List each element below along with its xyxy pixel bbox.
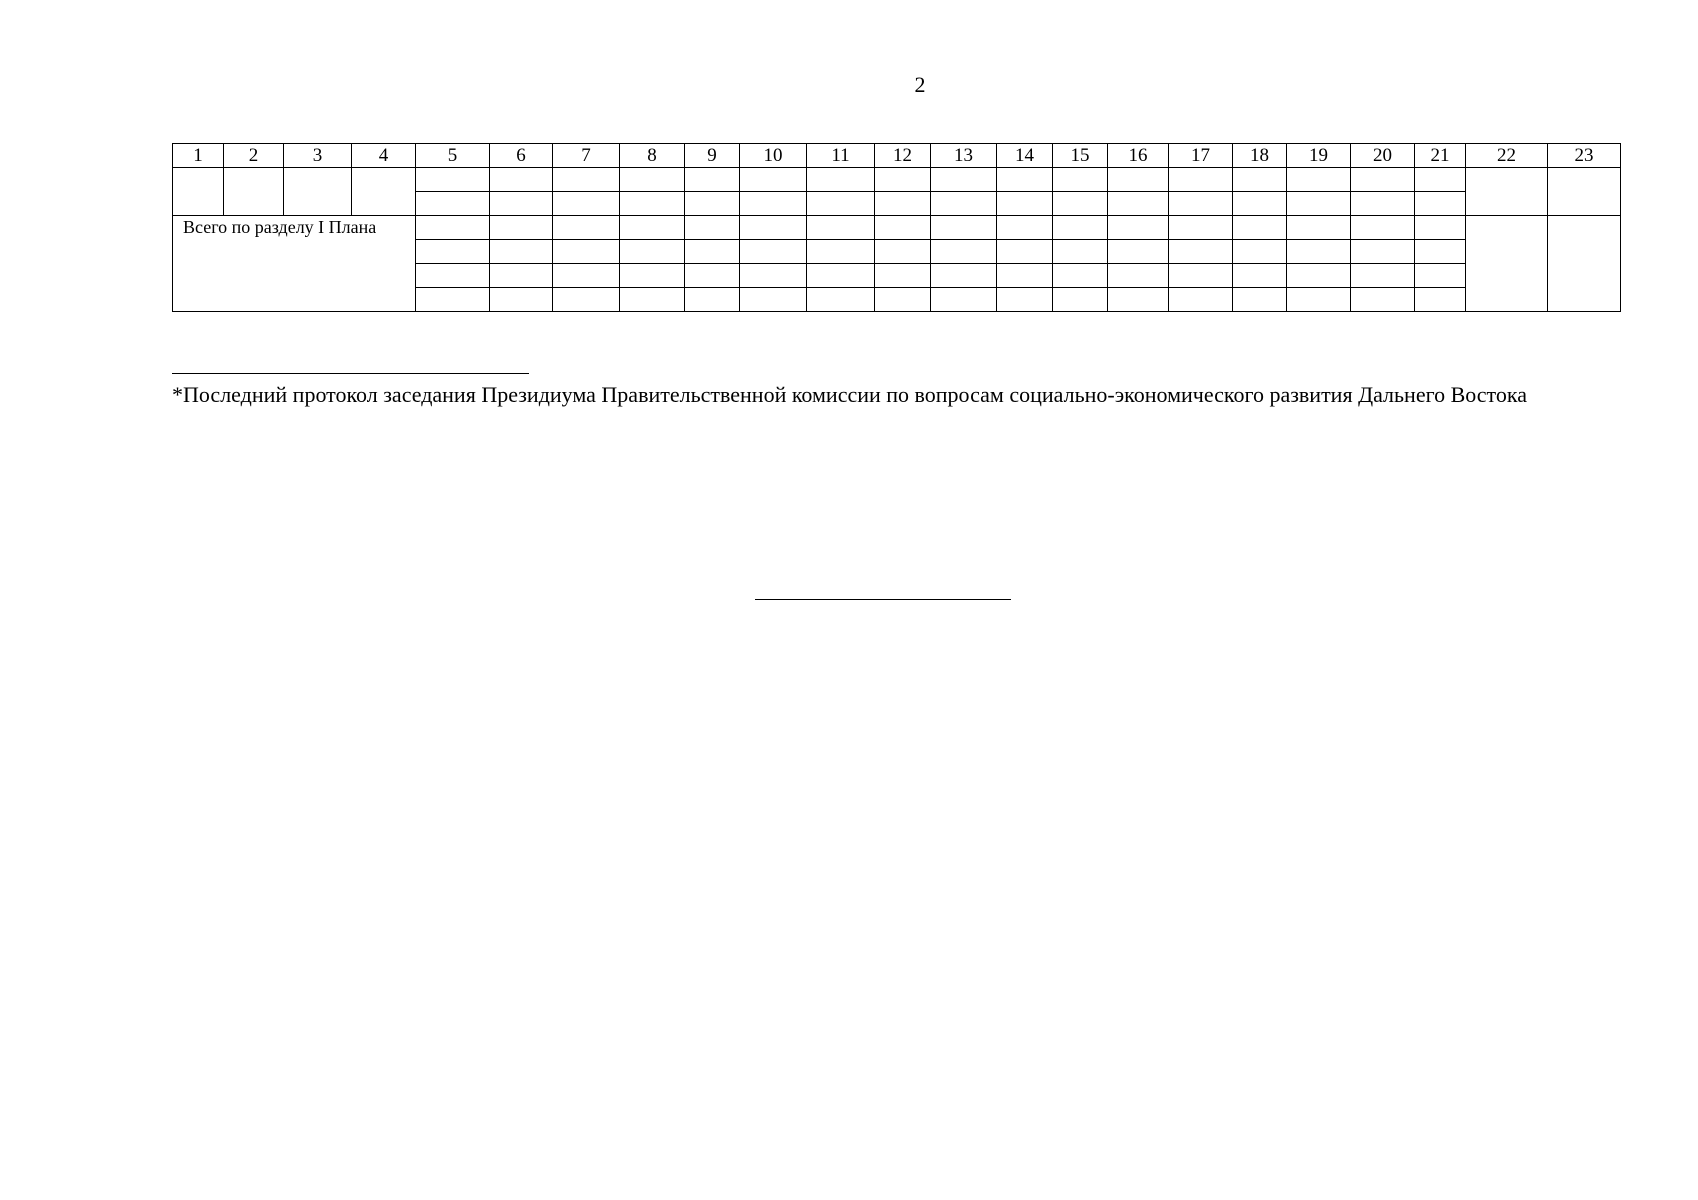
column-number: 17 [1169,144,1233,168]
table-cell [416,264,490,288]
table-cell [416,216,490,240]
table-cell [1351,240,1415,264]
total-label: Всего по разделу I Плана [173,216,416,312]
column-number: 16 [1108,144,1169,168]
table-cell [1415,216,1466,240]
table-cell [1466,168,1548,216]
table-cell [1169,168,1233,192]
table-cell [875,240,931,264]
table-cell [807,192,875,216]
table-cell [685,288,740,312]
table-cell [224,168,284,216]
column-number-row [173,144,1621,168]
table-cell [740,288,807,312]
table-cell [620,168,685,192]
table-cell [1287,216,1351,240]
column-number: 2 [224,144,284,168]
table-cell [807,168,875,192]
table-cell [1108,240,1169,264]
table-cell [553,216,620,240]
table-cell [685,216,740,240]
column-number: 22 [1466,144,1548,168]
table-cell [1466,216,1548,312]
table-cell [740,264,807,288]
column-number: 19 [1287,144,1351,168]
footnote-separator [172,373,529,374]
table-cell [620,240,685,264]
table-cell [740,168,807,192]
table-cell [490,264,553,288]
table-cell [553,192,620,216]
table-cell [416,168,490,192]
table-cell [1053,168,1108,192]
end-of-document-rule [755,599,1011,600]
table-cell [931,264,997,288]
table-cell [553,240,620,264]
table-cell [1169,240,1233,264]
table-cell [740,216,807,240]
table-cell [1053,240,1108,264]
table-cell [997,168,1053,192]
table-cell [740,240,807,264]
table-cell [1548,168,1621,216]
table-cell [875,192,931,216]
table-cell [416,288,490,312]
column-number: 12 [875,144,931,168]
table-cell [931,288,997,312]
table-cell [553,168,620,192]
table-cell [1351,264,1415,288]
table-cell [931,216,997,240]
table-cell [807,264,875,288]
table-cell [1108,288,1169,312]
table-cell [1415,192,1466,216]
footnote-text: *Последний протокол заседания Президиума Правительственной комиссии по вопросам социально-экономического развития Дальнего Востока [172,382,1527,407]
table-cell [553,264,620,288]
column-number: 15 [1053,144,1108,168]
column-number: 10 [740,144,807,168]
table-cell [997,264,1053,288]
table-cell [1548,216,1621,312]
table-cell [875,216,931,240]
table-cell [490,168,553,192]
table-cell [1233,168,1287,192]
table-cell [1351,192,1415,216]
table-cell [931,168,997,192]
table-cell [1351,216,1415,240]
table-cell [685,192,740,216]
table-cell [1053,216,1108,240]
table-cell [620,216,685,240]
table-cell [352,168,416,216]
table-cell [807,288,875,312]
table-cell [997,216,1053,240]
column-number: 23 [1548,144,1621,168]
table-cell [1053,288,1108,312]
table-cell [1351,168,1415,192]
column-number: 3 [284,144,352,168]
table-cell [620,288,685,312]
plan-table [172,143,1621,312]
table-cell [1287,168,1351,192]
table-cell [807,216,875,240]
column-number: 5 [416,144,490,168]
column-number: 20 [1351,144,1415,168]
table-cell [1415,288,1466,312]
table-cell [1053,192,1108,216]
column-number: 13 [931,144,997,168]
table-cell [931,240,997,264]
column-number: 8 [620,144,685,168]
column-number: 1 [173,144,224,168]
column-number: 4 [352,144,416,168]
column-number: 18 [1233,144,1287,168]
column-number: 9 [685,144,740,168]
table-cell [1415,240,1466,264]
table-cell [284,168,352,216]
table-cell [875,288,931,312]
column-number: 11 [807,144,875,168]
table-cell [1053,264,1108,288]
table-cell [740,192,807,216]
table-cell [685,264,740,288]
table-cell [1169,288,1233,312]
table-cell [685,168,740,192]
table-cell [173,168,224,216]
table-cell [1233,216,1287,240]
table-cell [490,192,553,216]
table-cell [620,192,685,216]
table-cell [553,288,620,312]
table-cell [1108,168,1169,192]
table-cell [997,192,1053,216]
table-cell [1233,264,1287,288]
table-cell [997,240,1053,264]
table-cell [490,240,553,264]
table-cell [875,168,931,192]
table-cell [1233,288,1287,312]
table-cell [1108,264,1169,288]
table-cell [490,288,553,312]
table-cell [1351,288,1415,312]
table-cell [620,264,685,288]
table-cell [1108,216,1169,240]
table-cell [490,216,553,240]
table-cell [1169,216,1233,240]
table-cell [875,264,931,288]
table-cell [685,240,740,264]
table-cell [416,240,490,264]
table-row [173,168,1621,192]
table-cell [931,192,997,216]
table-cell [1169,264,1233,288]
table-cell [416,192,490,216]
table-cell [1287,288,1351,312]
column-number: 7 [553,144,620,168]
table-cell [997,288,1053,312]
table-cell [1233,192,1287,216]
table-cell [1287,264,1351,288]
table-cell [1169,192,1233,216]
column-number: 21 [1415,144,1466,168]
table-cell [1108,192,1169,216]
column-number: 14 [997,144,1053,168]
table-cell [807,240,875,264]
column-number: 6 [490,144,553,168]
table-cell [1287,240,1351,264]
page-number: 2 [914,72,926,97]
table-cell [1233,240,1287,264]
table-cell [1415,168,1466,192]
table-cell [1287,192,1351,216]
table-cell [1415,264,1466,288]
table-row [173,216,1621,240]
